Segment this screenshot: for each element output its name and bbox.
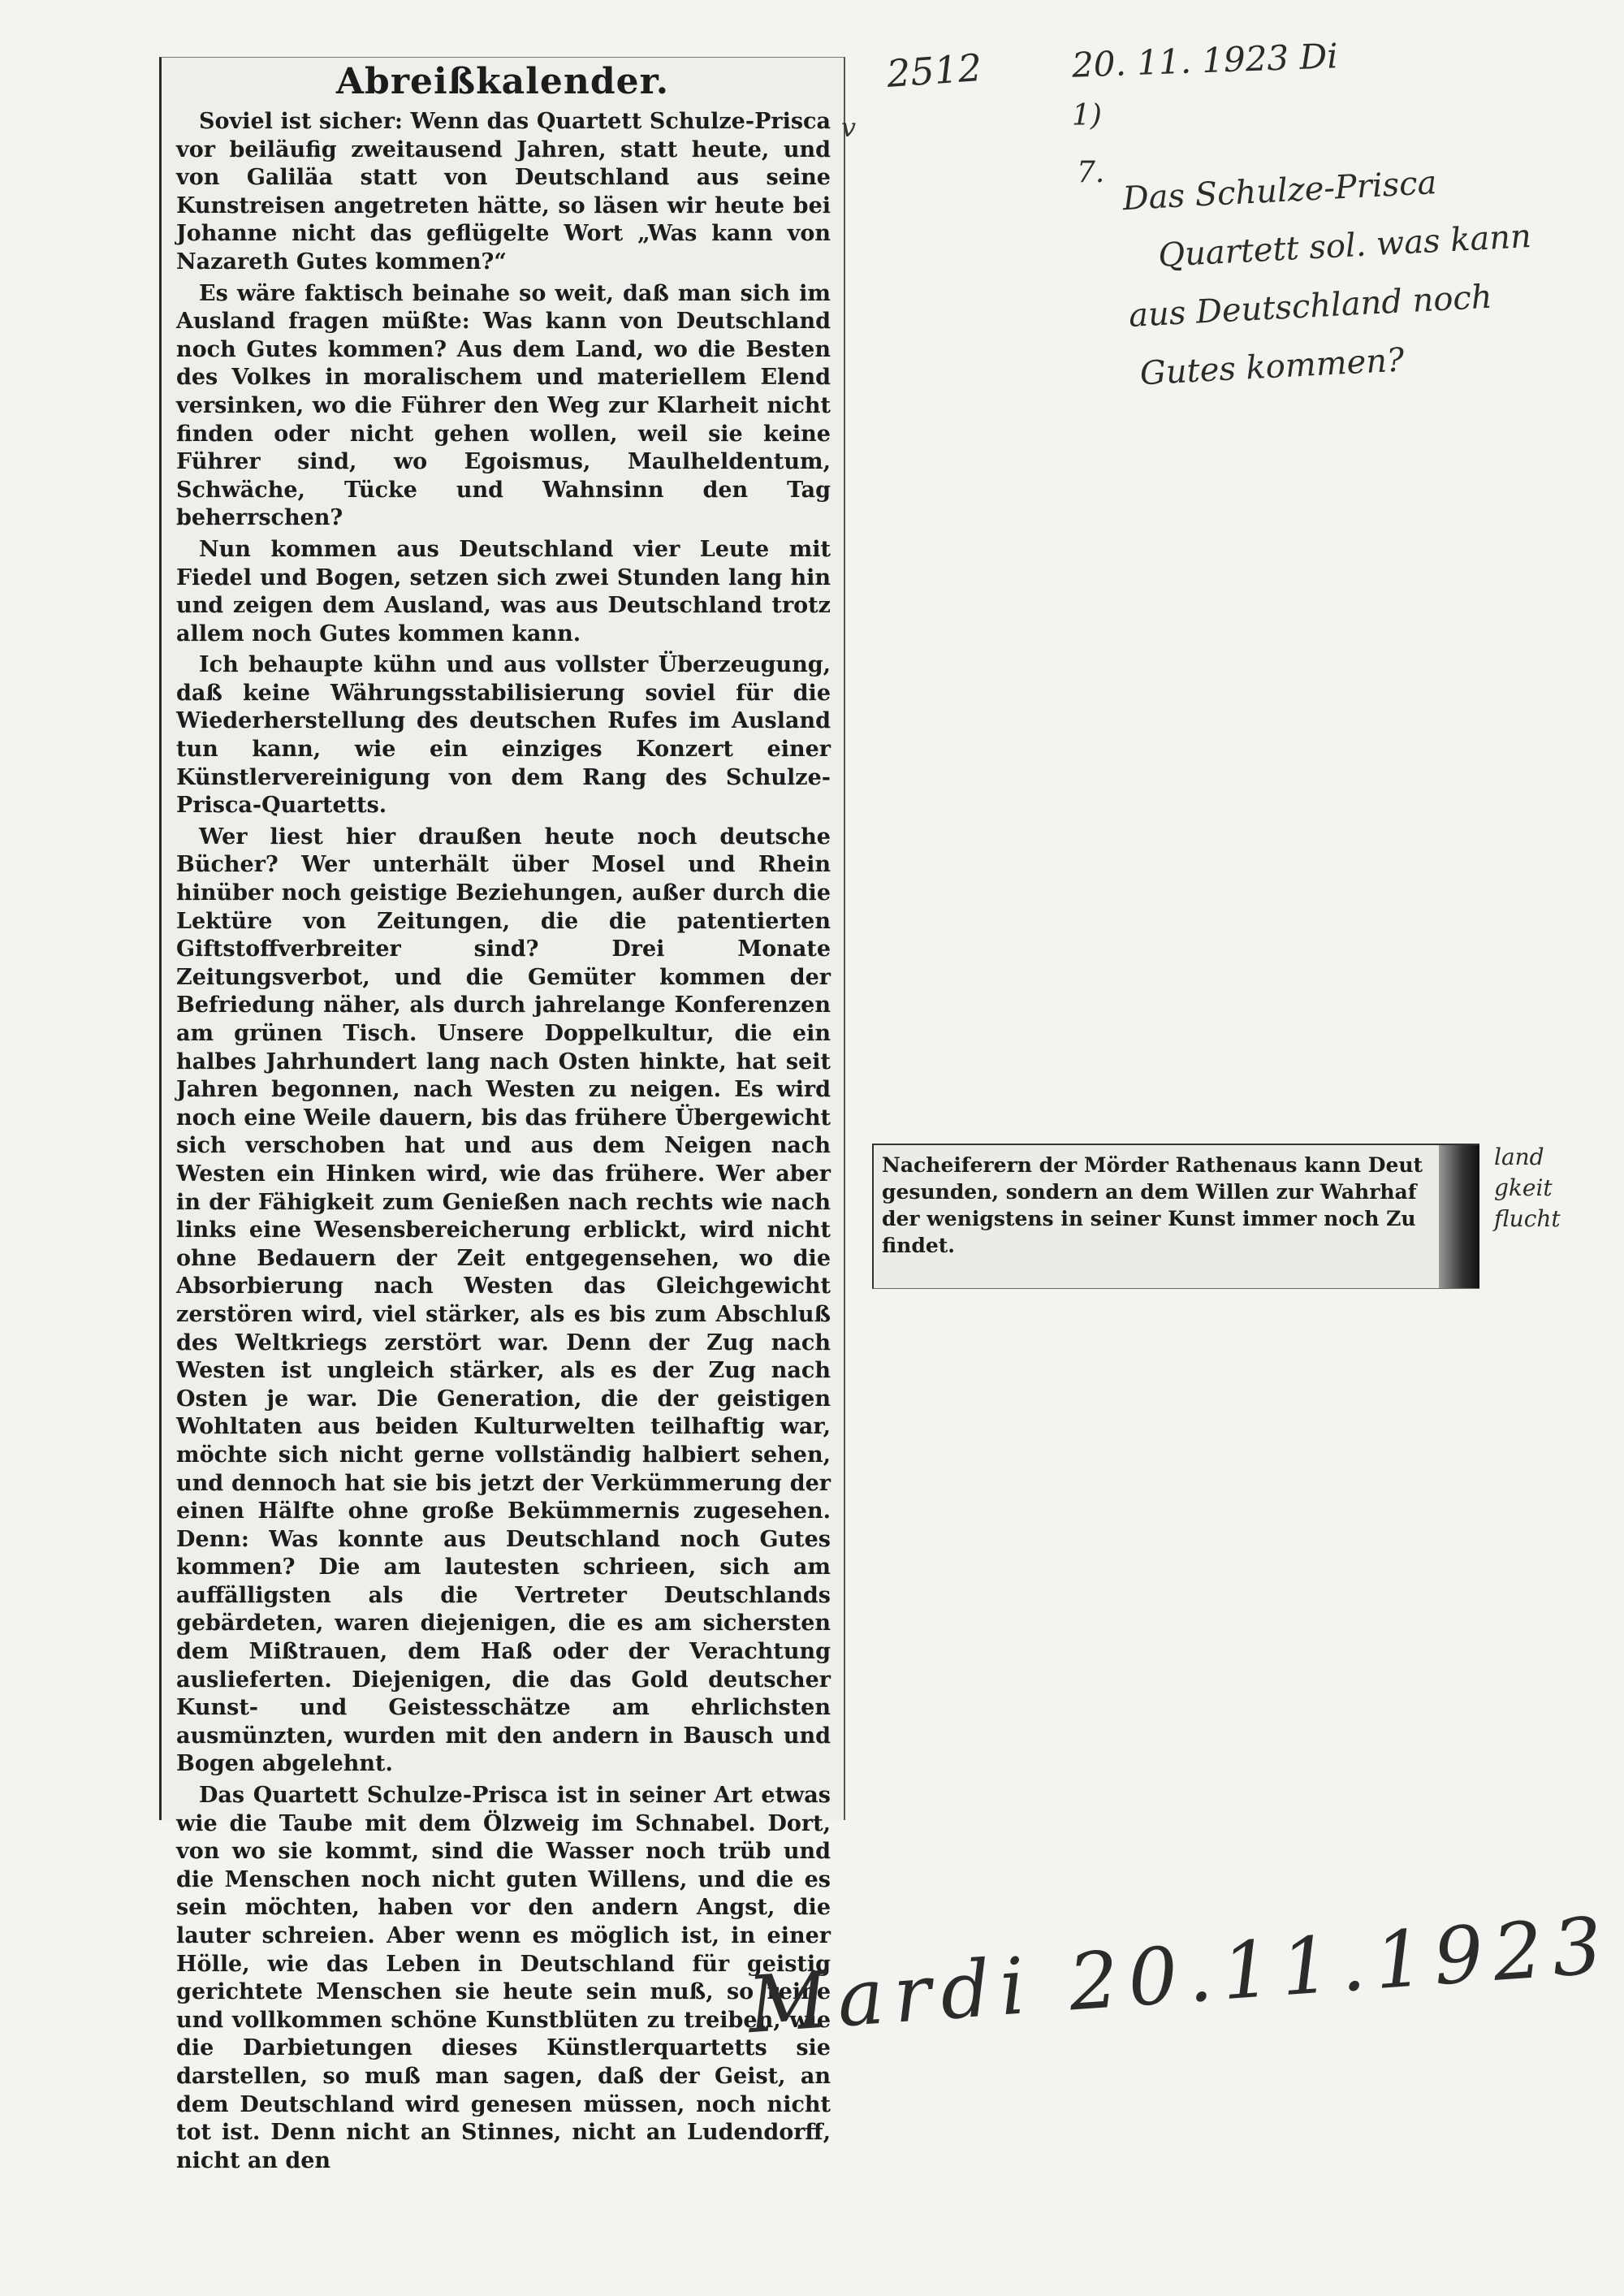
- handwritten-note: [1121, 149, 1539, 404]
- continuation-line: Nacheiferern der Mörder Rathenaus kann Deut: [882, 1153, 1423, 1177]
- note-line: aus Deutschland noch: [1128, 278, 1493, 335]
- continuation-line: der wenigstens in seiner Kunst immer noch Zu: [882, 1207, 1416, 1230]
- margin-word: land: [1494, 1144, 1544, 1170]
- margin-word: flucht: [1494, 1205, 1561, 1232]
- handwritten-date-top: 20. 11. 1923 Di: [1071, 36, 1339, 85]
- paragraph: Ich behaupte kühn und aus vollster Überzeugung, daß keine Währungsstabilisierung soviel für die Wiederherstellung des deutschen Rufes im Ausland tun kann, wie ein einziges Konzert einer Künstlervereinigung von dem Rang des Schulze-Prisca-Quartetts.: [176, 652, 831, 819]
- handwritten-margin-completion: [1494, 1142, 1592, 1234]
- note-line: Das Schulze-Prisca: [1121, 163, 1438, 218]
- article-headline: Abreißkalender.: [335, 61, 670, 102]
- paragraph: Soviel ist sicher: Wenn das Quartett Schulze-Prisca vor beiläufig zweitausend Jahren, statt heute, und von Galiläa statt von Deutschland aus seine Kunstreisen angetreten hätte, so läsen wir heute bei Johanne nicht das geflügelte Wort „Was kann von Nazareth Gutes kommen?“: [176, 109, 831, 275]
- continuation-line: findet.: [882, 1234, 955, 1257]
- paragraph: Nun kommen aus Deutschland vier Leute mit Fiedel und Bogen, setzen sich zwei Stunden lang hin und zeigen dem Ausland, was aus Deutschland trotz allem noch Gutes kommen kann.: [176, 536, 831, 646]
- continuation-body: [882, 1152, 1450, 1259]
- paragraph: Es wäre faktisch beinahe so weit, daß man sich im Ausland fragen müßte: Was kann von Deutschland noch Gutes kommen? Aus dem Land, wo die Besten des Volkes in moralischem und materiellem Elend versinken, wo die Führer den Weg zur Klarheit nicht finden oder nicht gehen wollen, weil sie keine Führer sind, wo Egoismus, Maulheldentum, Schwäche, Tücke und Wahnsinn den Tag beherrschen?: [176, 280, 831, 531]
- note-line: Gutes kommen?: [1138, 341, 1406, 393]
- handwritten-date-bottom: Mardi 20.11.1923: [745, 1899, 1615, 2052]
- scan-shadow: [1439, 1145, 1479, 1288]
- handwritten-mark: 7.: [1077, 156, 1105, 189]
- continuation-line: gesunden, sondern an dem Willen zur Wahrhaf: [882, 1180, 1417, 1204]
- handwritten-tick: v: [841, 112, 857, 143]
- handwritten-archive-number: 2512: [885, 45, 983, 97]
- note-line: Quartett sol. was kann: [1157, 217, 1532, 275]
- article-body: [176, 108, 831, 2178]
- newspaper-clipping-continuation: [872, 1144, 1479, 1289]
- margin-word: gkeit: [1494, 1174, 1553, 1201]
- paragraph: Wer liest hier draußen heute noch deutsche Bücher? Wer unterhält über Mosel und Rhein hinüber noch geistige Beziehungen, außer durch die Lektüre von Zeitungen, die die patentierten Giftstoffverbreiter sind? Drei Monate Zeitungsverbot, und die Gemüter kommen der Befriedung näher, als durch jahrelange Konferenzen am grünen Tisch. Unsere Doppelkultur, die ein halbes Jahrhundert lang nach Osten hinkte, hat seit Jahren begonnen, nach Westen zu neigen. Es wird noch eine Weile dauern, bis das frühere Übergewicht sich verschoben hat und aus dem Neigen nach Westen ein Hinken wird, wie das frühere. Wer aber in der Fähigkeit zum Genießen nach rechts wie nach links eine Wesensbereicherung erblickt, wird nicht ohne Bedauern der Zeit entgegensehen, wo die Absorbierung nach Westen das Gleichgewicht zerstören wird, viel stärker, als es bis zum Abschluß des Weltkriegs zerstört war. Denn der Zug nach Westen ist ungleich stärker, als es der Zug nach Osten je war. Die Generation, die der geistigen Wohltaten aus beiden Kulturwelten teilhaftig war, möchte sich nicht gerne vollständig halbiert sehen, und dennoch hat sie bis jetzt der Verkümmerung der einen Hälfte ohne große Bekümmernis zugesehen. Denn: Was konnte aus Deutschland noch Gutes kommen? Die am lautesten schrieen, sich am auffälligsten als die Vertreter Deutschlands gebärdeten, waren diejenigen, die es am sichersten dem Mißtrauen, dem Haß oder der Verachtung auslieferten. Diejenigen, die das Gold deutscher Kunst- und Geistesschätze am ehrlichsten ausmünzten, wurden mit den andern in Bausch und Bogen abgelehnt.: [176, 824, 831, 1777]
- newspaper-clipping-main: [159, 57, 845, 2173]
- paragraph: Das Quartett Schulze-Prisca ist in seiner Art etwas wie die Taube mit dem Ölzweig im Schnabel. Dort, von wo sie kommt, sind die Wasser noch trüb und die Menschen noch nicht guten Willens, und die es sein möchten, haben vor den andern Angst, die lauter schreien. Aber wenn es möglich ist, in einer Hölle, wie das Leben in Deutschland für geistig gerichtete Menschen sie heute sein muß, so reine und vollkommen schöne Kunstblüten zu treiben, wie die Darbietungen dieses Künstlerquartetts sie darstellen, so muß man sagen, daß der Geist, an dem Deutschland wird genesen müssen, noch nicht tot ist. Denn nicht an Stinnes, nicht an Ludendorff, nicht an den: [176, 1783, 831, 2173]
- handwritten-mark: 1): [1072, 99, 1102, 132]
